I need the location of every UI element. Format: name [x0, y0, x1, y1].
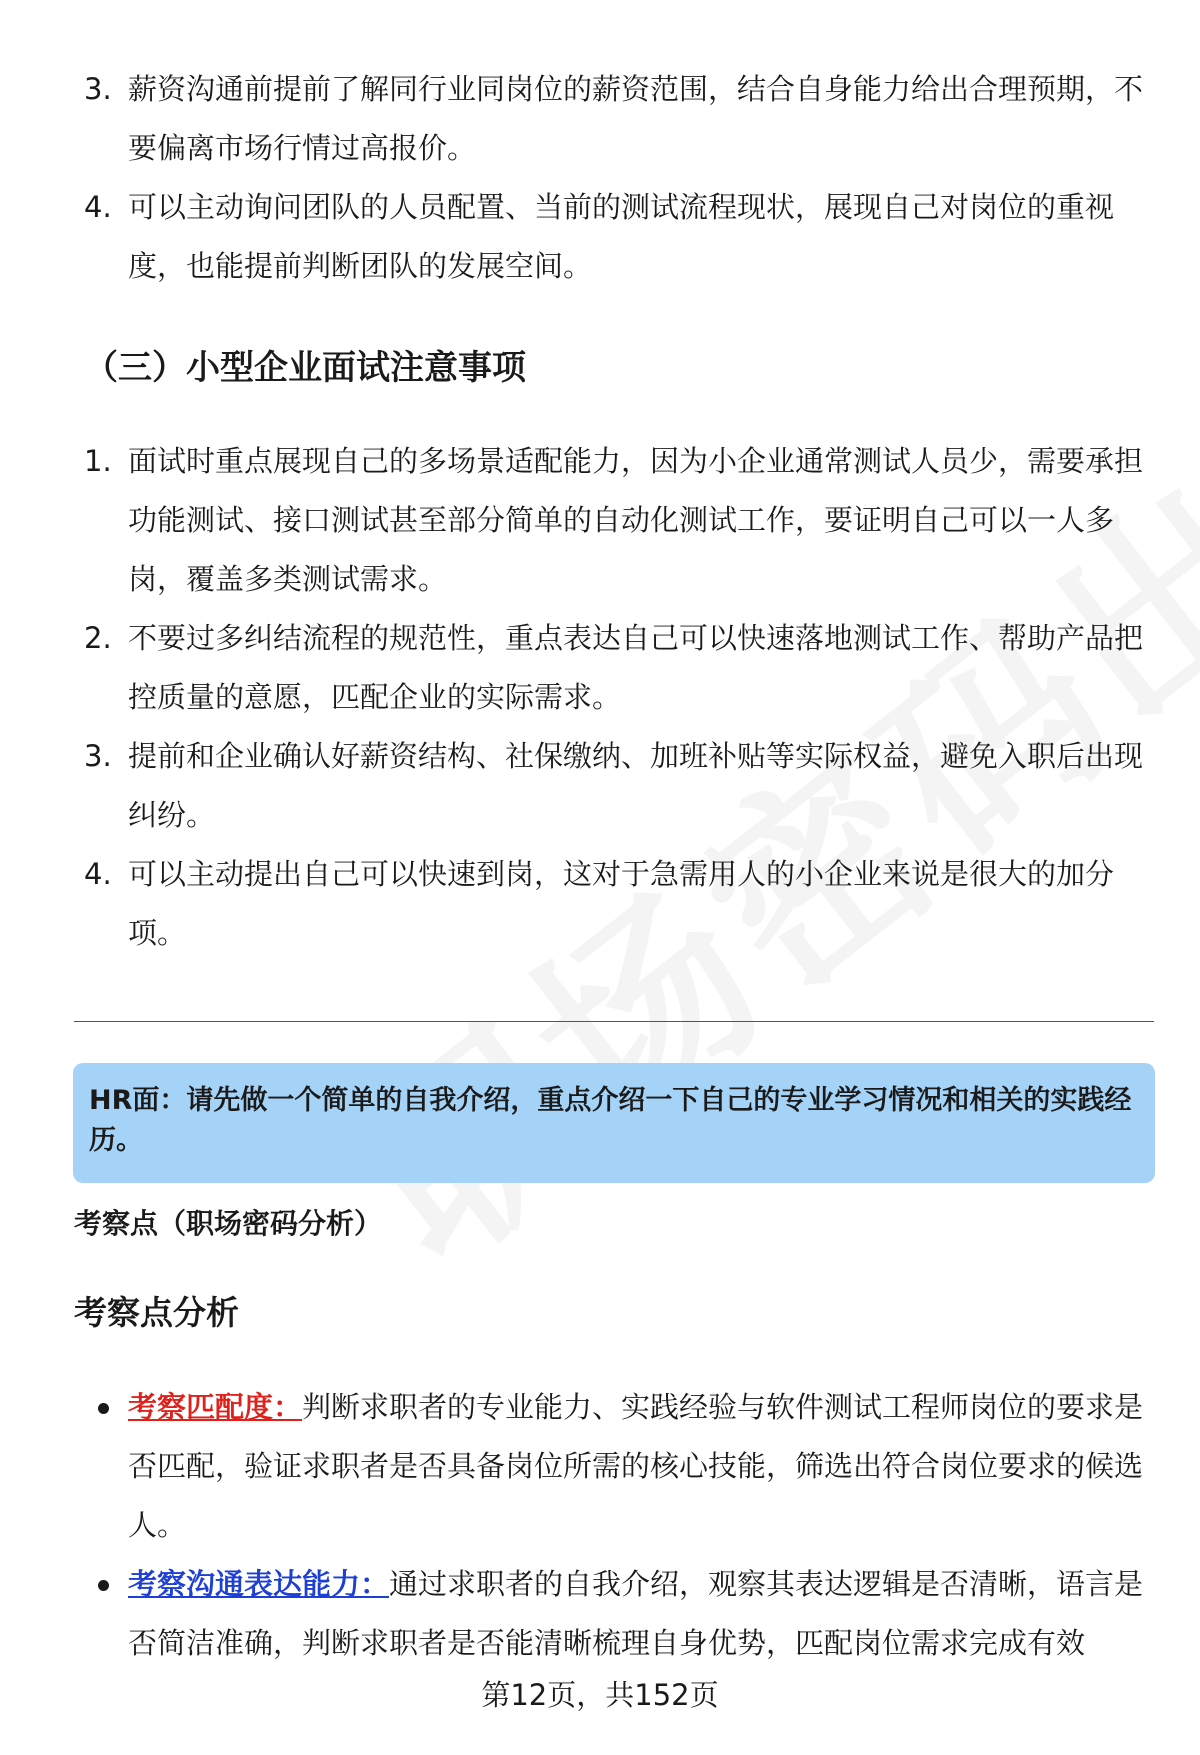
list-number: 3. — [84, 72, 112, 106]
list-item-text: 面试时重点展现自己的多场景适配能力，因为小企业通常测试人员少，需要承担功能测试、接口测试甚至部分简单的自动化测试工作，要证明自己可以一人多岗，覆盖多类测试需求。 — [128, 444, 1144, 596]
interview-question-box: HR面：请先做一个简单的自我介绍，重点介绍一下自己的专业学习情况和相关的实践经历。 — [73, 1063, 1155, 1183]
list-number: 1. — [84, 444, 112, 478]
list-item-text: 不要过多纠结流程的规范性，重点表达自己可以快速落地测试工作、帮助产品把控质量的意愿，匹配企业的实际需求。 — [128, 621, 1144, 714]
point-label-match: 考察匹配度： — [128, 1390, 303, 1424]
list-item — [84, 60, 1144, 178]
list-item — [84, 609, 1144, 727]
bullet-dot-icon — [98, 1580, 109, 1591]
analysis-point-list — [84, 1378, 1144, 1673]
section-heading: （三）小型企业面试注意事项 — [84, 348, 526, 388]
analysis-heading: 考察点分析 — [74, 1293, 239, 1332]
page-number-footer: 第12页，共152页 — [0, 1675, 1200, 1715]
list-number: 3. — [84, 739, 112, 773]
list-item — [84, 727, 1144, 845]
list-item — [84, 432, 1144, 609]
list-item-text: 可以主动询问团队的人员配置、当前的测试流程现状，展现自己对岗位的重视度，也能提前判断团队的发展空间。 — [128, 190, 1115, 283]
list-item — [84, 845, 1144, 963]
list-number: 4. — [84, 857, 112, 891]
point-text: 判断求职者的专业能力、实践经验与软件测试工程师岗位的要求是否匹配，验证求职者是否具备岗位所需的核心技能，筛选出符合岗位要求的候选人。 — [128, 1390, 1144, 1542]
point-label-communication: 考察沟通表达能力： — [128, 1567, 390, 1601]
list-number: 4. — [84, 190, 112, 224]
list-item-text: 可以主动提出自己可以快速到岗，这对于急需用人的小企业来说是很大的加分项。 — [128, 857, 1115, 950]
bullet-dot-icon — [98, 1403, 109, 1414]
numbered-list-small-company — [84, 432, 1144, 963]
analysis-sublabel: 考察点（职场密码分析） — [74, 1207, 383, 1240]
section-divider — [74, 1021, 1154, 1022]
list-item-text: 薪资沟通前提前了解同行业同岗位的薪资范围，结合自身能力给出合理预期，不要偏离市场行情过高报价。 — [128, 72, 1144, 165]
list-item-text: 提前和企业确认好薪资结构、社保缴纳、加班补贴等实际权益，避免入职后出现纠纷。 — [128, 739, 1144, 832]
bullet-item — [84, 1378, 1144, 1555]
bullet-item — [84, 1555, 1144, 1673]
numbered-list-large-company — [84, 60, 1144, 296]
point-text: 通过求职者的自我介绍，观察其表达逻辑是否清晰，语言是否简洁准确，判断求职者是否能清晰梳理自身优势，匹配岗位需求完成有效 — [128, 1567, 1144, 1660]
list-number: 2. — [84, 621, 112, 655]
list-item — [84, 178, 1144, 296]
